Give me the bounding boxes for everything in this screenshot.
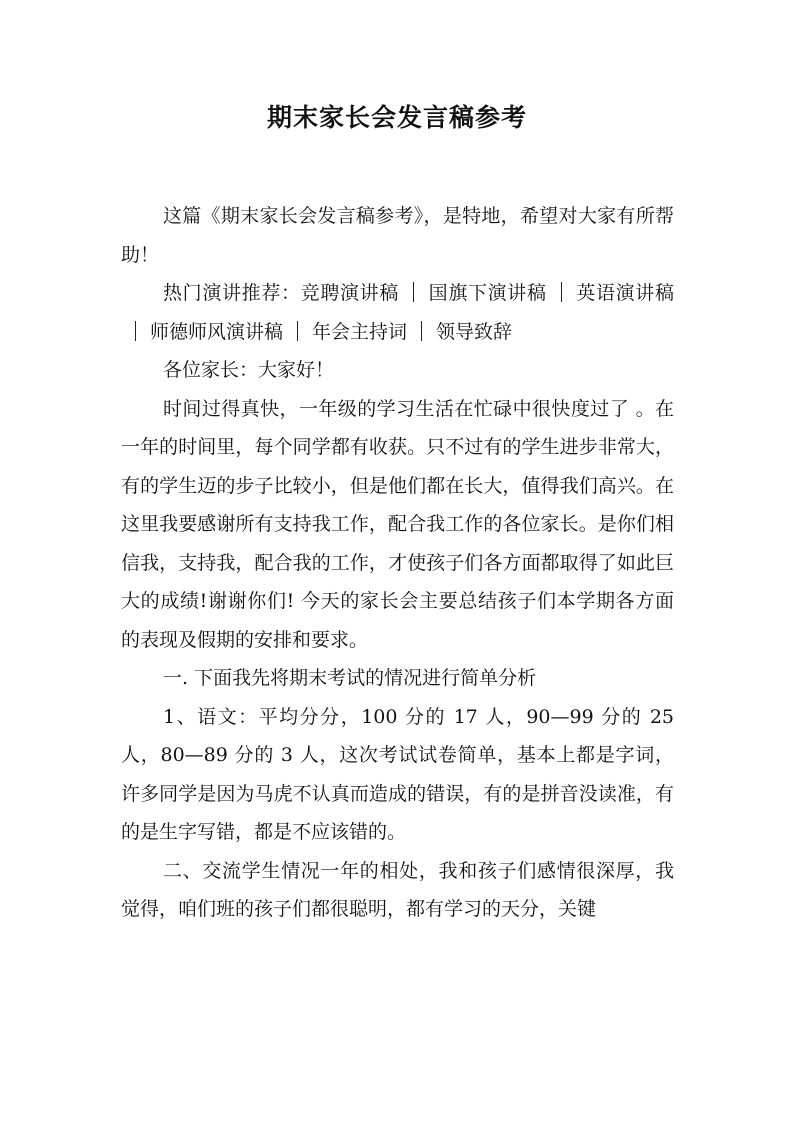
greeting-paragraph: 各位家长：大家好！ [163,359,335,381]
link-divider [297,321,298,341]
link-divider [135,321,136,341]
recommend-label: 热门演讲推荐： [163,282,301,304]
document-body [121,197,674,929]
body-paragraph: 二、交流学生情况一年的相处，我和孩子们感情很深厚，我觉得，咱们班的孩子们都很聪明，都有学习的天分，关键 [121,859,674,920]
document-title: 期末家长会发言稿参考 [266,103,527,132]
recommend-paragraph [121,274,674,351]
section-heading: 一. 下面我先将期末考试的情况进行简单分析 [163,667,537,689]
link-divider [413,282,414,302]
intro-paragraph: 这篇《期末家长会发言稿参考》，是特地，希望对大家有所帮助！ [121,205,674,266]
link-leader-speech[interactable]: 领导致辞 [436,320,513,343]
link-divider [561,282,562,302]
body-paragraph: 1、语文：平均分分，100 分的 17 人，90—99 分的 25 人，80—89 分的 3 人，这次考试试卷简单，基本上都是字词，许多同学是因为马虎不认真而造成的错误，有的是拼音没读准，有的是生字写错，都是不应该错的。 [121,705,674,843]
link-english-speech[interactable]: 英语演讲稿 [575,282,674,304]
link-competition-speech[interactable]: 竞聘演讲稿 [300,282,399,304]
link-divider [421,321,422,341]
body-paragraph: 时间过得真快，一年级的学习生活在忙碌中很快度过了 。在一年的时间里，每个同学都有收获。只不过有的学生进步非常大，有的学生迈的步子比较小，但是他们都在长大，值得我们高兴。在这里我要感谢所有支持我工作，配合我工作的各位家长。是你们相信我，支持我，配合我的工作，才使孩子们各方面都取得了如此巨大的成绩!谢谢你们! 今天的家长会主要总结孩子们本学期各方面的表现及假期的安排和要求。 [121,397,674,651]
link-flag-speech[interactable]: 国旗下演讲稿 [427,282,547,304]
link-annual-host-script[interactable]: 年会主持词 [312,320,408,343]
link-teacher-ethics-speech[interactable]: 师德师风演讲稿 [150,320,284,343]
